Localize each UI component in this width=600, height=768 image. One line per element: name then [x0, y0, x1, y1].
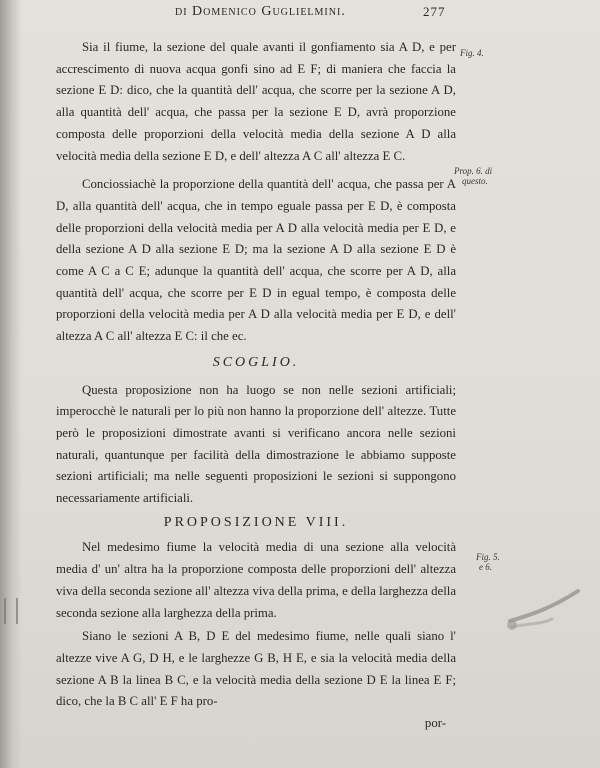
catchword: por- — [424, 716, 446, 731]
scoglio-heading: SCOGLIO. — [212, 354, 300, 370]
paragraph-2: Conciossiachè la proporzione della quantità dell' acqua, che passa per A D, alla quantità dell' acqua, che in tempo eguale passa per E D, è composta delle proporzioni della velocità media per A D alla velocità media per E D, e della sezione A D alla sezione E D; ma la sezione A D alla sezione E D è come A C a C E; adunque la quantità dell' acqua, che scorre per A D, alla quantità dell' acqua, che scorre per E D in egual tempo, è composta delle proporzioni della velocità media per A D alla velocità media per E D, e dell' altezza A C all' altezza E C: il che ec. — [56, 177, 456, 344]
margin-note-prop6-line1: Prop. 6. di — [454, 166, 493, 176]
margin-note-fig56-line1: Fig. 5. — [476, 552, 500, 562]
running-title: di Domenico Guglielmini. — [175, 4, 346, 19]
page-header — [175, 4, 446, 20]
paragraph-1: Sia il fiume, la sezione del quale avanti il gonfiamento sia A D, e per accrescimento di nuova acqua gonfi sino ad E F; di maniera che faccia la sezione E D: dico, che la quantità dell' acqua, che scorre per la sezione A D, alla quantità dell' acqua, che passa per la sezione E D, avrà proporzione composta delle proporzioni della velocità media della sezione A D alla velocità media della sezione E D, e dell' altezza A C all' altezza E C. — [56, 40, 456, 163]
margin-note-prop6 — [454, 166, 492, 186]
ink-stain — [500, 585, 590, 645]
margin-note-fig56-line2: e 6. — [479, 562, 492, 572]
proposition-heading: PROPOSIZIONE VIII. — [163, 514, 349, 530]
margin-note-fig4: Fig. 4. — [460, 48, 484, 58]
margin-note-prop6-line2: questo. — [462, 176, 488, 186]
page-number: 277 — [423, 4, 446, 19]
paragraph-5: Siano le sezioni A B, D E del medesimo fiume, nelle quali siano l' altezze vive A G, D H, e le larghezze G B, H E, e sia la velocità media della sezione A B la linea B C, e la velocità media della sezione D E la linea E F; dico, che la B C all' E F ha pro- — [56, 629, 456, 709]
paragraph-3: Questa proposizione non ha luogo se non nelle sezioni artificiali; imperocchè le naturali per lo più non hanno la proporzione dell' altezze. Tutte però le proposizioni dimostrate avanti si verificano ancora nelle sezioni naturali, quantunque per facilità della dimostrazione le abbiamo supposte sezioni artificiali; ma nelle seguenti proposizioni le sezioni si suppongono necessariamente artificiali. — [56, 382, 456, 506]
text-column — [56, 37, 456, 735]
binding-shadow — [0, 0, 22, 768]
binding-mark — [4, 598, 18, 624]
paragraph-4: Nel medesimo fiume la velocità media di una sezione alla velocità media d' un' altra ha la proporzione composta delle proporzioni dell' altezza viva della seconda sezione all' altezza viva della prima, e della larghezza della seconda sezione alla larghezza della prima. — [56, 540, 456, 620]
margin-note-fig56 — [476, 552, 500, 572]
